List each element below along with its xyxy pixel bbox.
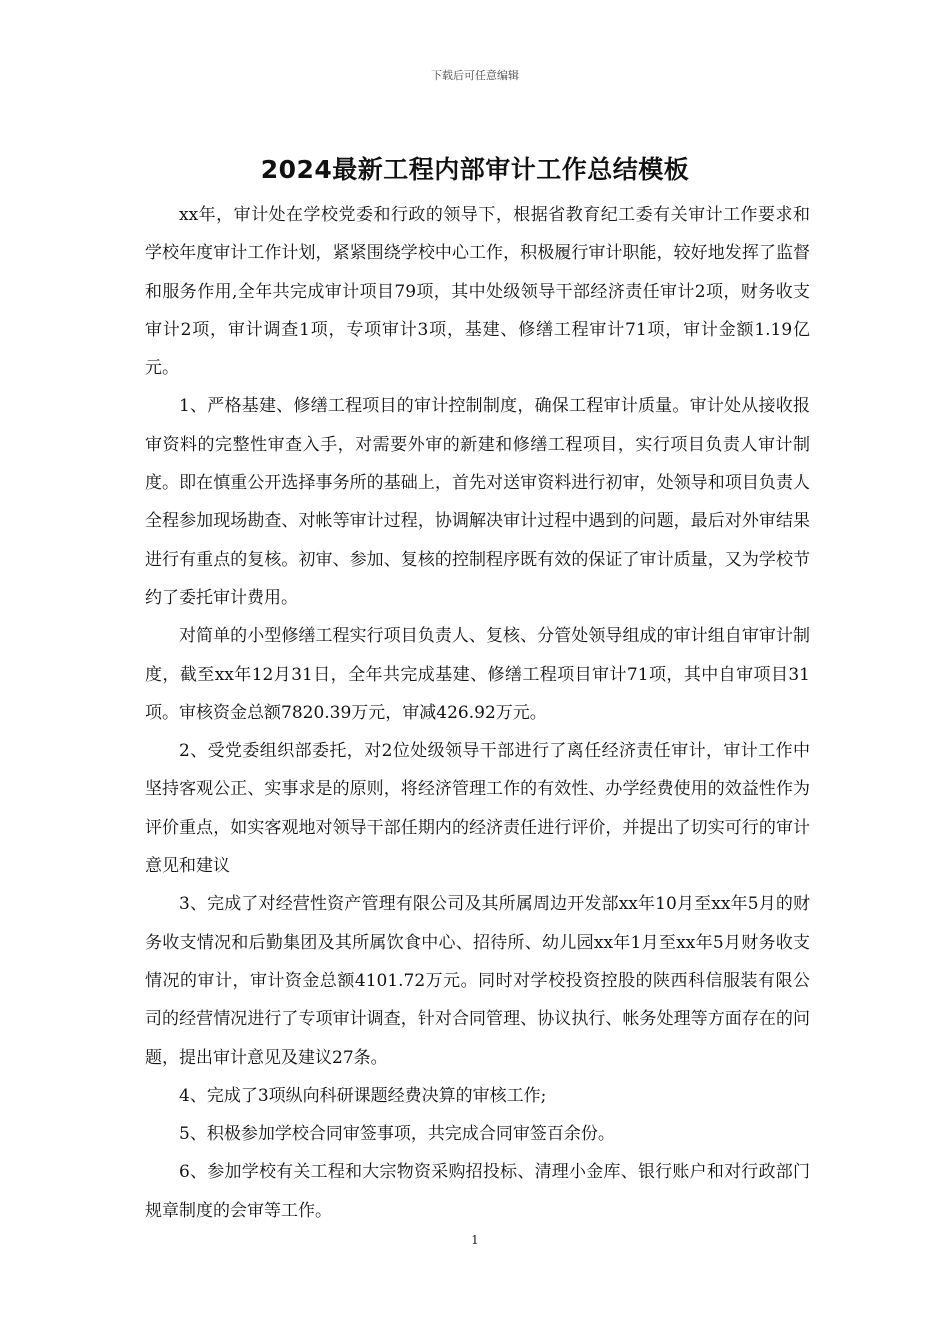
header-note: 下载后可任意编辑 (431, 69, 519, 82)
paragraph-item-5: 5、积极参加学校合同审签事项，共完成合同审签百余份。 (179, 1124, 615, 1145)
paragraph-item-4: 4、完成了3项纵向科研课题经费决算的审核工作; (179, 1085, 547, 1106)
document-title: 2024最新工程内部审计工作总结模板 (260, 155, 690, 184)
document-body (145, 196, 810, 1230)
paragraph-item-1: 1、严格基建、修缮工程项目的审计控制制度，确保工程审计质量。审计处从接收报审资料的完整性审查入手，对需要外审的新建和修缮工程项目，实行项目负责人审计制度。即在慎重公开选择事务所的基础上，首先对送审资料进行初审，处领导和项目负责人全程参加现场勘查、对帐等审计过程，协调解决审计过程中遇到的问题，最后对外审结果进行有重点的复核。初审、参加、复核的控制程序既有效的保证了审计质量，又为学校节约了委托审计费用。 (145, 396, 810, 608)
paragraph-intro: xx年，审计处在学校党委和行政的领导下，根据省教育纪工委有关审计工作要求和学校年度审计工作计划，紧紧围绕学校中心工作，积极履行审计职能，较好地发挥了监督和服务作用,全年共完成审计项目79项，其中处级领导干部经济责任审计2项，财务收支审计2项，审计调查1项，专项审计3项，基建、修缮工程审计71项，审计金额1.19亿元。 (145, 205, 810, 379)
paragraph-item-3: 3、完成了对经营性资产管理有限公司及其所属周边开发部xx年10月至xx年5月的财务收支情况和后勤集团及其所属饮食中心、招待所、幼儿园xx年1月至xx年5月财务收支情况的审计，审计资金总额4101.72万元。同时对学校投资控股的陕西科信服装有限公司的经营情况进行了专项审计调查，针对合同管理、协议执行、帐务处理等方面存在的问题，提出审计意见及建议27条。 (145, 894, 810, 1068)
paragraph-item-2: 2、受党委组织部委托，对2位处级领导干部进行了离任经济责任审计，审计工作中坚持客观公正、实事求是的原则，将经济管理工作的有效性、办学经费使用的效益性作为评价重点，如实客观地对领导干部任期内的经济责任进行评价，并提出了切实可行的审计意见和建议 (145, 741, 810, 877)
page-number: 1 (471, 1233, 479, 1247)
paragraph-item-6: 6、参加学校有关工程和大宗物资采购招投标、清理小金库、银行账户和对行政部门规章制度的会审等工作。 (145, 1162, 810, 1221)
paragraph-item-1-detail: 对简单的小型修缮工程实行项目负责人、复核、分管处领导组成的审计组自审审计制度，截至xx年12月31日，全年共完成基建、修缮工程项目审计71项，其中自审项目31项。审核资金总额7820.39万元，审减426.92万元。 (145, 626, 810, 723)
